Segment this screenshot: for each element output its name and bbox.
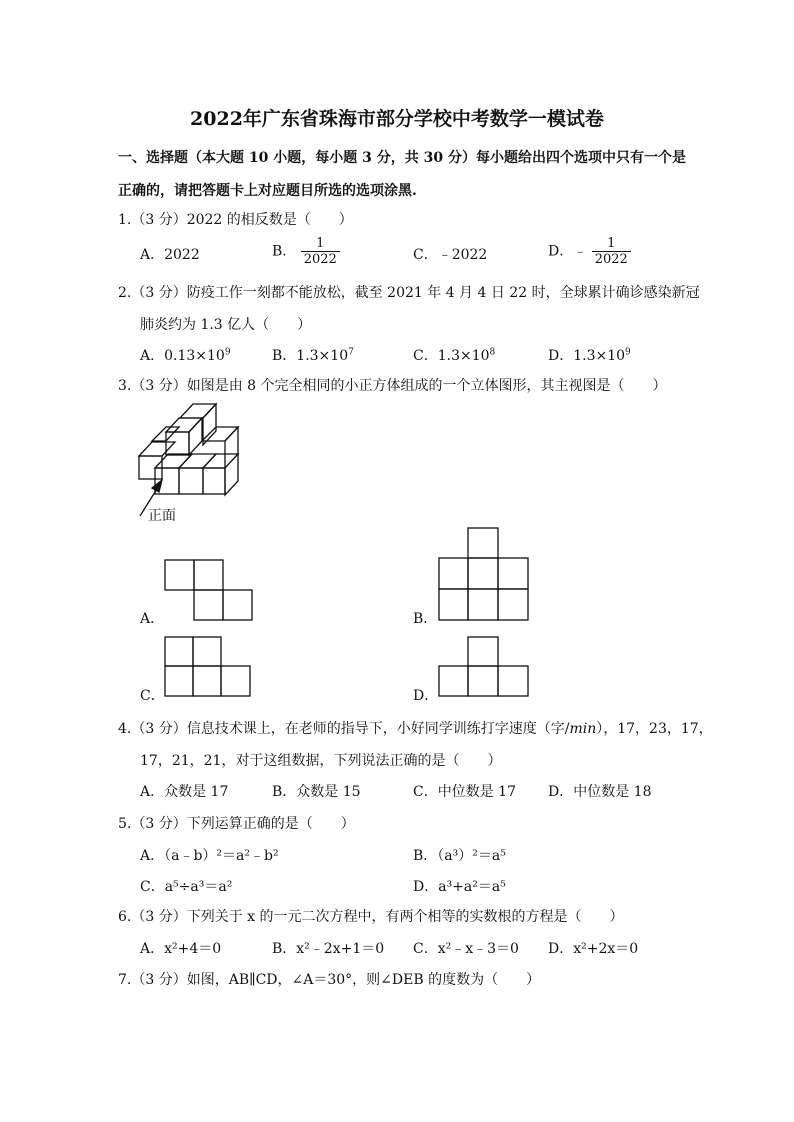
view-square: [165, 560, 194, 590]
q6-option-d: D．x²+2x＝0: [548, 941, 639, 957]
q6-option-b: B．x²﹣2x+1＝0: [272, 941, 385, 957]
view-square: [221, 666, 250, 696]
view-square: [193, 637, 221, 666]
question-7-stem: 7.（3 分）如图，AB∥CD，∠A＝30°，则∠DEB 的度数为（ ）: [118, 972, 541, 988]
fraction-numerator: 1: [301, 236, 340, 252]
q6-option-a: A．x²+4＝0: [140, 941, 222, 957]
q2-option-c-base: C．1.3×10: [413, 348, 490, 364]
view-square: [498, 558, 528, 589]
q2-option-a-base: A．0.13×10: [140, 348, 225, 364]
q5-option-a: A．（a﹣b）²＝a²﹣b²: [140, 848, 279, 864]
view-square: [193, 666, 221, 696]
question-2-stem-line1: 2.（3 分）防疫工作一刻都不能放松，截至 2021 年 4 月 4 日 22 时，全球累计确诊感染新冠: [118, 285, 700, 301]
q1-option-d-label: D．﹣: [548, 243, 588, 260]
question-4-stem-line2: 17，21，21，对于这组数据，下列说法正确的是（ ）: [140, 753, 502, 769]
view-square: [498, 589, 528, 620]
view-square: [439, 558, 468, 589]
question-5-stem: 5.（3 分）下列运算正确的是（ ）: [118, 816, 355, 832]
q2-option-d-exponent: 9: [625, 347, 631, 358]
q2-option-a-exponent: 9: [224, 347, 231, 358]
q1-option-c: C．﹣2022: [413, 247, 488, 263]
section-heading-line2: 正确的，请把答题卡上对应题目所选的选项涂黑.: [118, 183, 417, 199]
question-3-stem: 3.（3 分）如图是由 8 个完全相同的小正方体组成的一个立体图形，其主视图是（ ）: [118, 378, 667, 394]
q1-option-b-label: B．: [272, 243, 297, 260]
q6-option-c: C．x²﹣x﹣3＝0: [413, 941, 519, 957]
question-4-unit: min: [569, 721, 597, 737]
view-square: [165, 637, 193, 666]
fraction-numerator: 1: [592, 236, 631, 252]
q2-option-c-exponent: 8: [489, 347, 496, 358]
cube-top-face: [202, 427, 238, 441]
view-square: [498, 666, 528, 696]
q5-option-b: B．（a³）²＝a⁵: [413, 848, 506, 864]
view-square: [439, 666, 468, 696]
question-6-stem: 6.（3 分）下列关于 x 的一元二次方程中，有两个相等的实数根的方程是（ ）: [118, 909, 624, 925]
q4-option-b: B．众数是 15: [272, 784, 361, 800]
view-square: [468, 637, 498, 666]
q4-option-d: D．中位数是 18: [548, 784, 652, 800]
front-arrow-head: [152, 480, 162, 492]
question-2-stem-line2: 肺炎约为 1.3 亿人（ ）: [140, 317, 312, 333]
question-4-stem-line1: [118, 718, 713, 738]
view-square: [223, 590, 252, 620]
view-square: [468, 558, 498, 589]
front-label: 正面: [148, 508, 176, 524]
question-4-stem-part2: ），17，23，17，: [596, 721, 713, 737]
q5-option-d: D．a³+a²＝a⁵: [413, 879, 506, 895]
question-4-stem-part1: 4.（3 分）信息技术课上，在老师的指导下，小好同学训练打字速度（字/: [118, 721, 570, 737]
fraction-denominator: 2022: [303, 252, 337, 267]
page-title: 2022年广东省珠海市部分学校中考数学一模试卷: [190, 108, 604, 130]
q4-option-a: A．众数是 17: [140, 784, 229, 800]
cube-top-face: [203, 454, 238, 468]
q3-option-d: D．: [413, 688, 439, 704]
view-square: [194, 590, 223, 620]
cube-top-face: [180, 404, 216, 418]
cube-side-face: [189, 418, 202, 455]
cube-front-face: [166, 432, 189, 455]
view-square: [194, 560, 223, 590]
q2-option-d-base: D．1.3×10: [548, 348, 626, 364]
view-square: [165, 666, 193, 696]
view-square: [439, 589, 468, 620]
fraction-denominator: 2022: [594, 252, 628, 267]
q2-option-b-exponent: 7: [348, 347, 354, 358]
cube-top-face: [179, 454, 216, 468]
q5-option-c: C．a⁵÷a³＝a²: [140, 879, 233, 895]
q3-option-a: A．: [140, 611, 165, 627]
cube-top-face: [166, 418, 202, 432]
cube-front-face: [179, 468, 203, 494]
cube-front-face: [203, 468, 225, 494]
q3-option-c: C．: [140, 688, 165, 704]
q1-option-a: A．2022: [140, 247, 200, 263]
q2-option-b-base: B．1.3×10: [272, 348, 349, 364]
view-square: [468, 528, 498, 558]
view-square: [468, 589, 498, 620]
q3-option-b: B．: [413, 611, 438, 627]
q4-option-c: C．中位数是 17: [413, 784, 516, 800]
view-square: [468, 666, 498, 696]
question-1-stem: 1.（3 分）2022 的相反数是（ ）: [118, 212, 353, 228]
section-heading-line1: 一、选择题（本大题 10 小题，每小题 3 分，共 30 分）每小题给出四个选项中只有一个是: [118, 150, 686, 166]
